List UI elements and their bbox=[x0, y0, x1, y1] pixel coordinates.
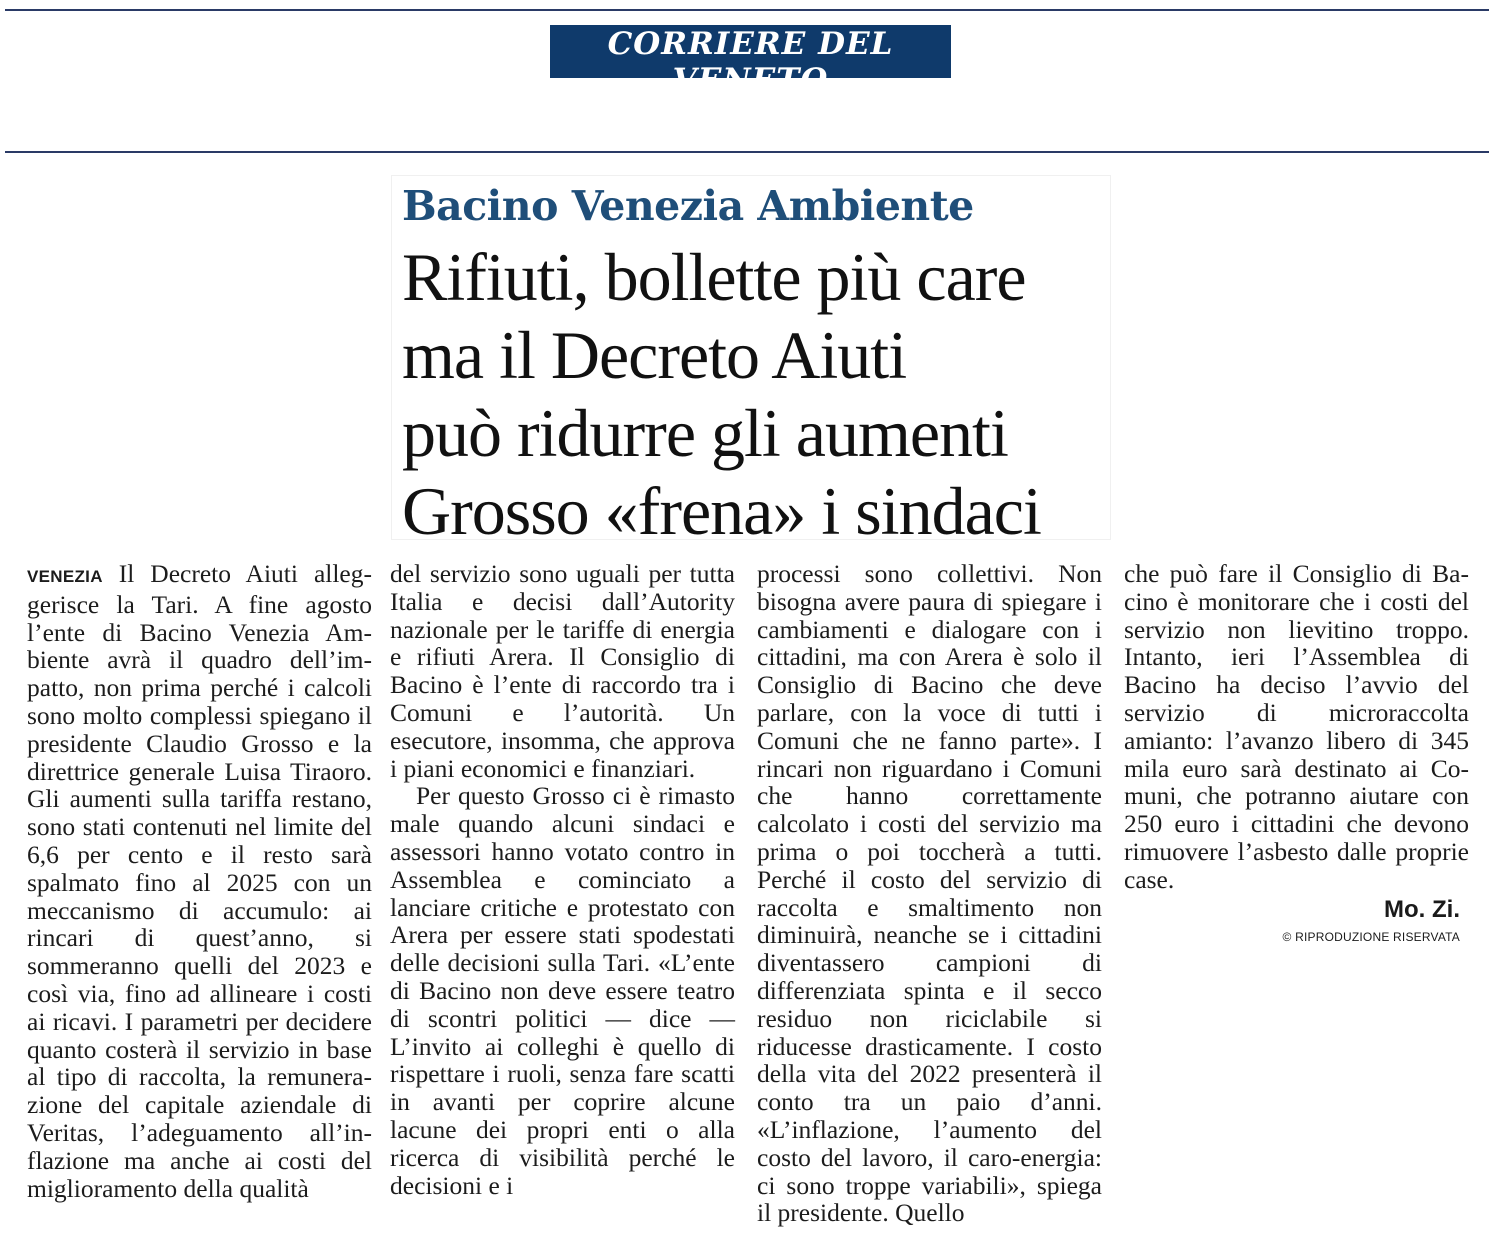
newspaper-masthead bbox=[550, 25, 951, 109]
header-rule bbox=[5, 151, 1489, 153]
paragraph bbox=[27, 560, 372, 1202]
article-column-3 bbox=[757, 560, 1102, 1227]
masthead-edition: VENEZIA E MESTRE bbox=[693, 98, 808, 109]
masthead-title: CORRIERE DEL VENETO bbox=[607, 26, 894, 98]
top-rule bbox=[5, 9, 1489, 11]
article-headline bbox=[402, 238, 1107, 550]
paragraph: del servizio sono uguali per tutta Italia e decisi dall’Autority nazionale per le tariffe di energia e rifiuti Arera. Il Consiglio di Bacino è l’ente di raccordo tra i Comuni e l’autorità. Un esecutore, insomma, che approva i piani economici e finanziari. bbox=[390, 559, 735, 783]
author-signature: Mo. Zi. bbox=[1384, 896, 1460, 923]
headline-line: Rifiuti, bollette più care bbox=[402, 239, 1026, 315]
paragraph: Per questo Grosso ci è rimasto male quando alcuni sindaci e assessori hanno votato contro in Assemblea e cominciato a lanciare critiche e protestato con Arera per essere stati spodestati delle decisioni sulla Tari. «L’ente di Bacino non deve essere teatro di scontri politici — dice — L’invito ai colleghi è quello di rispettare i ruoli, senza fare scatti in avanti per coprire alcune lacune dei propri enti o alla ricerca di visibilità perché le decisioni e i bbox=[390, 781, 735, 1200]
article-column-1 bbox=[27, 560, 372, 1202]
headline-line: Grosso «frena» i sindaci bbox=[402, 473, 1041, 549]
paragraph-text: Il Decreto Aiuti alleggerisce la Tari. A fine agosto l’ente di Bacino Venezia Ambiente avrà il quadro dell’impatto, non prima perché i calcoli sono molto complessi spiegano il presidente Claudio Grosso e la direttrice generale Luisa Tiraoro. Gli aumenti sulla tariffa restano, sono stati contenuti nel limite del 6,6 per cento e il resto sarà spalmato fino al 2025 con un meccanismo di accumulo: ai rincari di quest’anno, si sommeranno quelli del 2023 e così via, fino ad allineare i costi ai ricavi. I parametri per decidere quanto costerà il servizio in base al tipo di raccolta, la remunerazione del capitale aziendale di Veritas, l’adeguamento all’inflazione ma anche ai costi del miglioramento della qualità bbox=[27, 559, 372, 1203]
copyright-notice: © RIPRODUZIONE RISERVATA bbox=[1282, 930, 1460, 944]
article-column-2 bbox=[390, 560, 735, 1199]
article-column-4 bbox=[1124, 560, 1469, 894]
paragraph: che può fare il Consiglio di Bacino è monitorare che i costi del servizio non lievitino troppo. Intanto, ieri l’Assemblea di Bacino ha deciso l’avvio del servizio di microraccolta amianto: l’avanzo libero di 345 mila euro sarà destinato ai Comuni, che potranno aiutare con 250 euro i cittadini che devono rimuovere l’asbesto dalle proprie case. bbox=[1124, 559, 1469, 894]
headline-line: può ridurre gli aumenti bbox=[402, 395, 1008, 471]
article-kicker: Bacino Venezia Ambiente bbox=[402, 182, 974, 230]
headline-line: ma il Decreto Aiuti bbox=[402, 317, 907, 393]
dateline: VENEZIA bbox=[27, 567, 103, 586]
paragraph: processi sono collettivi. Non bisogna avere paura di spiegare i cambiamenti e dialogare con i cittadini, ma con Arera è solo il Consiglio di Bacino che deve parlare, con la voce di tutti i Comuni che ne fanno parte». I rincari non riguardano i Comuni che hanno correttamente calcolato i costi del servizio ma prima o poi toccherà a tutti. Perché il costo del servizio di raccolta e smaltimento non diminuirà, neanche se i cittadini diventassero campioni di differenziata spinta e il secco residuo non riciclabile si riducesse drasticamente. I costo della vita del 2022 presenterà il conto tra un paio d’anni. «L’inflazione, l’aumento del costo del lavoro, il caro-energia: ci sono troppe variabili», spiega il presidente. Quello bbox=[757, 559, 1102, 1228]
